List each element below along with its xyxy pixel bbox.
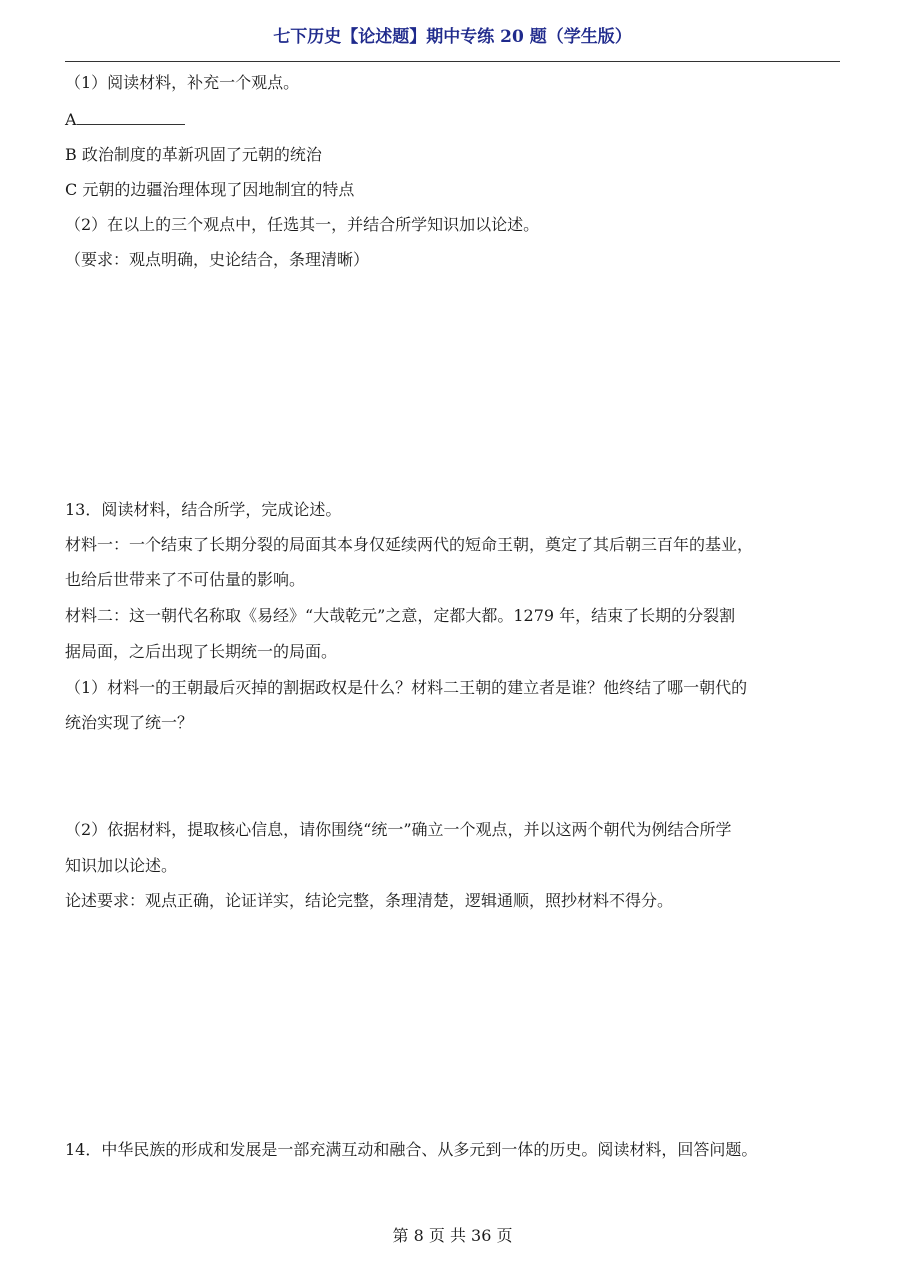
q13-part2-line1: （2）依据材料，提取核心信息，请你围绕“统一”确立一个观点，并以这两个朝代为例结合所学	[65, 820, 732, 839]
q12-option-a	[65, 110, 185, 130]
q13-requirement: 论述要求：观点正确，论证详实，结论完整，条理清楚，逻辑通顺，照抄材料不得分。	[65, 891, 674, 910]
answer-blank	[77, 110, 185, 125]
header-divider	[65, 61, 840, 62]
q12-option-b: B 政治制度的革新巩固了元朝的统治	[65, 145, 322, 164]
q12-option-c: C 元朝的边疆治理体现了因地制宜的特点	[65, 180, 355, 199]
q13-material2-line1: 材料二：这一朝代名称取《易经》“大哉乾元”之意，定都大都。1279 年，结束了长期的分裂割	[65, 606, 736, 625]
q14-stem: 14．中华民族的形成和发展是一部充满互动和融合、从多元到一体的历史。阅读材料，回答问题。	[65, 1140, 758, 1159]
option-a-label: A	[65, 110, 77, 129]
q12-part2: （2）在以上的三个观点中，任选其一，并结合所学知识加以论述。	[65, 215, 540, 234]
q12-requirement: （要求：观点明确，史论结合，条理清晰）	[65, 250, 370, 269]
q13-part1-line2: 统治实现了统一？	[65, 713, 194, 732]
page-header-title: 七下历史【论述题】期中专练 20 题（学生版）	[273, 27, 632, 47]
q13-part1-line1: （1）材料一的王朝最后灭掉的割据政权是什么？材料二王朝的建立者是谁？他终结了哪一朝代的	[65, 678, 748, 697]
q13-material1-line1: 材料一：一个结束了长期分裂的局面其本身仅延续两代的短命王朝，奠定了其后朝三百年的基业，	[65, 535, 754, 554]
q13-part2-line2: 知识加以论述。	[65, 856, 178, 875]
q13-stem: 13．阅读材料，结合所学，完成论述。	[65, 500, 342, 519]
page-number: 第 8 页 共 36 页	[392, 1226, 513, 1245]
q13-material2-line2: 据局面，之后出现了长期统一的局面。	[65, 642, 338, 661]
q13-material1-line2: 也给后世带来了不可估量的影响。	[65, 570, 306, 589]
q12-part1: （1）阅读材料，补充一个观点。	[65, 73, 300, 92]
